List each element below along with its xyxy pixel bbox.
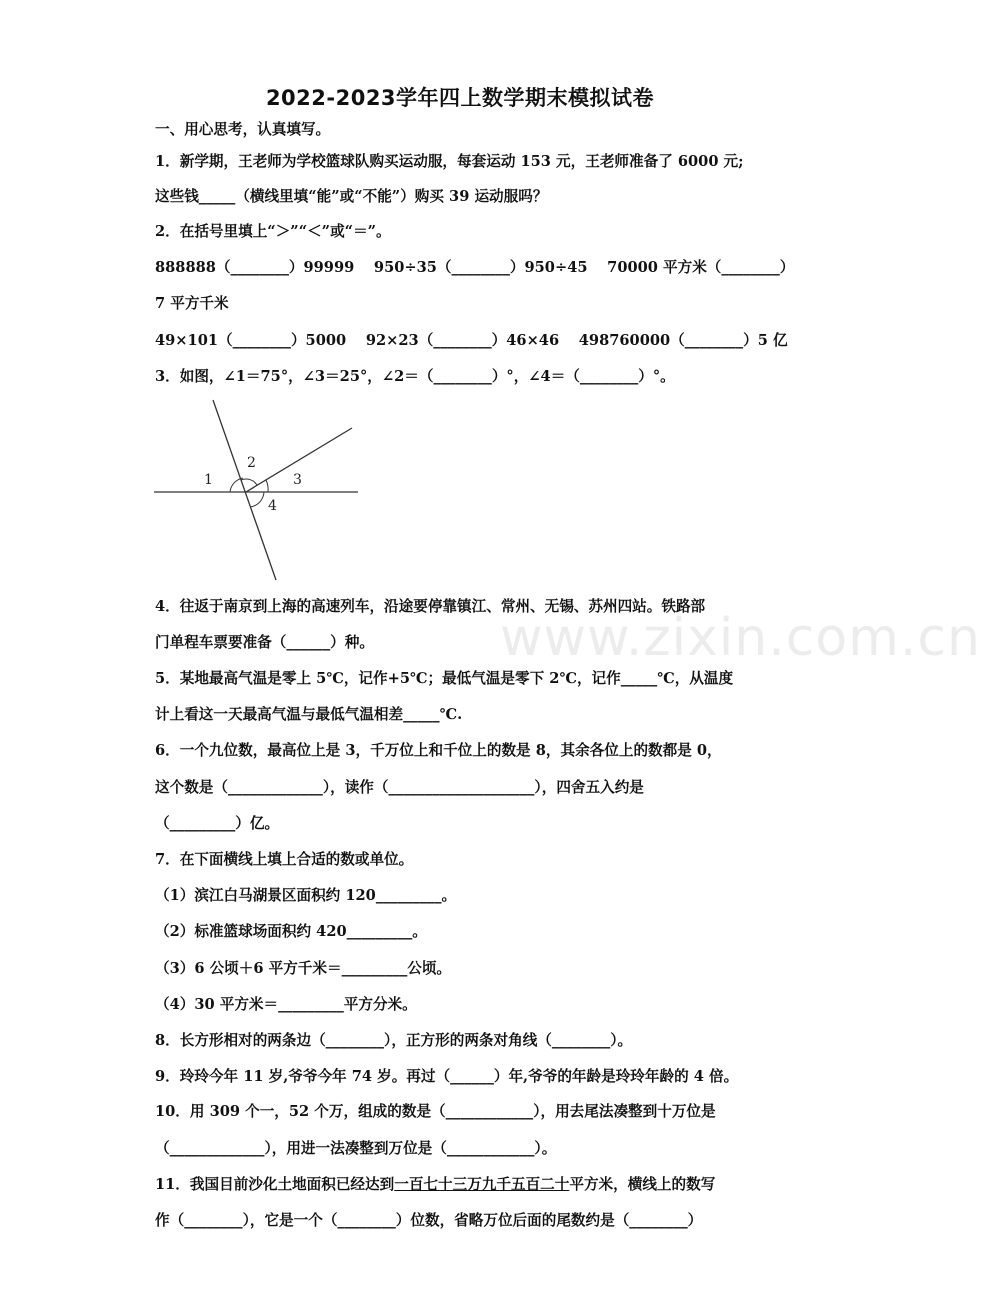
question-11-underlined-number: 一百七十三万九千五百二十	[394, 1176, 570, 1193]
page-title: 2022-2023学年四上数学期末模拟试卷	[265, 86, 655, 110]
question-11-line-2: 作（________），它是一个（________）位数，省略万位后面的尾数约是（________）	[155, 1212, 703, 1229]
question-1-line-1: 1．新学期，王老师为学校篮球队购买运动服，每套运动 153 元，王老师准备了 6000 元;	[155, 153, 744, 170]
question-11-text-after: 平方米，横线上的数写	[569, 1176, 716, 1193]
question-4-line-2: 门单程车票要准备（______）种。	[155, 634, 374, 651]
angle-1-label: 1	[204, 472, 213, 488]
question-7-part-3: （3）6 公顷＋6 平方千米＝_________公顷。	[155, 960, 452, 977]
question-5-line-1: 5．某地最高气温是零上 5℃，记作+5℃；最低气温是零下 2℃，记作_____℃，从温度	[155, 670, 734, 687]
slanted-line	[213, 400, 276, 580]
question-6-line-1: 6．一个九位数，最高位上是 3，千万位上和千位上的数是 8，其余各位上的数都是 0，	[155, 742, 722, 759]
angle-2-label: 2	[247, 455, 256, 471]
watermark: www.zixin.com.cn	[500, 608, 981, 668]
question-8: 8．长方形相对的两条边（________），正方形的两条对角线（________）。	[155, 1032, 633, 1049]
angle-3-arc	[266, 480, 268, 492]
question-10-line-1: 10．用 309 个一，52 个万，组成的数是（____________），用去尾法凑整到十万位是	[155, 1103, 716, 1120]
angle-4-arc	[250, 492, 264, 507]
angle-2-arc	[241, 479, 257, 485]
question-1-line-2: 这些钱_____（横线里填“能”或“不能”）购买 39 运动服吗？	[155, 188, 548, 205]
question-10-line-2: （_____________），用进一法凑整到万位是（____________）。	[155, 1140, 557, 1157]
question-4-line-1: 4．往返于南京到上海的高速列车，沿途要停靠镇江、常州、无锡、苏州四站。铁路部	[155, 598, 706, 615]
question-2-row-1: 888888（________）99999 950÷35（________）950÷45 70000 平方米（________）	[155, 259, 795, 276]
question-11-line-1	[155, 1175, 715, 1195]
question-2: 2．在括号里填上“＞”“＜”或“＝”。	[155, 223, 391, 240]
question-2-row-2: 7 平方千米	[155, 295, 229, 312]
question-7-part-2: （2）标准篮球场面积约 420_________。	[155, 923, 427, 940]
question-7-part-1: （1）滨江白马湖景区面积约 120_________。	[155, 887, 457, 904]
section-heading: 一、用心思考，认真填写。	[155, 121, 331, 138]
question-7-part-4: （4）30 平方米＝_________平方分米。	[155, 996, 417, 1013]
angle-3-label: 3	[293, 472, 302, 488]
angle-figure	[150, 398, 370, 588]
question-6-line-2: 这个数是（_____________），读作（____________________），四舍五入约是	[155, 779, 644, 796]
question-6-line-3: （_________）亿。	[155, 815, 280, 832]
question-3: 3．如图，∠1＝75°，∠3＝25°，∠2＝（________）°，∠4＝（________）°。	[155, 368, 675, 385]
question-2-row-3: 49×101（________）5000 92×23（________）46×46 498760000（________）5 亿	[155, 332, 788, 349]
question-11-text-before: 11．我国目前沙化土地面积已经达到	[155, 1176, 395, 1193]
question-9: 9．玲玲今年 11 岁,爷爷今年 74 岁。再过（______）年,爷爷的年龄是玲玲年龄的 4 倍。	[155, 1068, 739, 1085]
question-7: 7．在下面横线上填上合适的数或单位。	[155, 851, 414, 868]
angle-4-label: 4	[268, 498, 277, 514]
question-5-line-2: 计上看这一天最高气温与最低气温相差_____℃.	[155, 706, 463, 723]
